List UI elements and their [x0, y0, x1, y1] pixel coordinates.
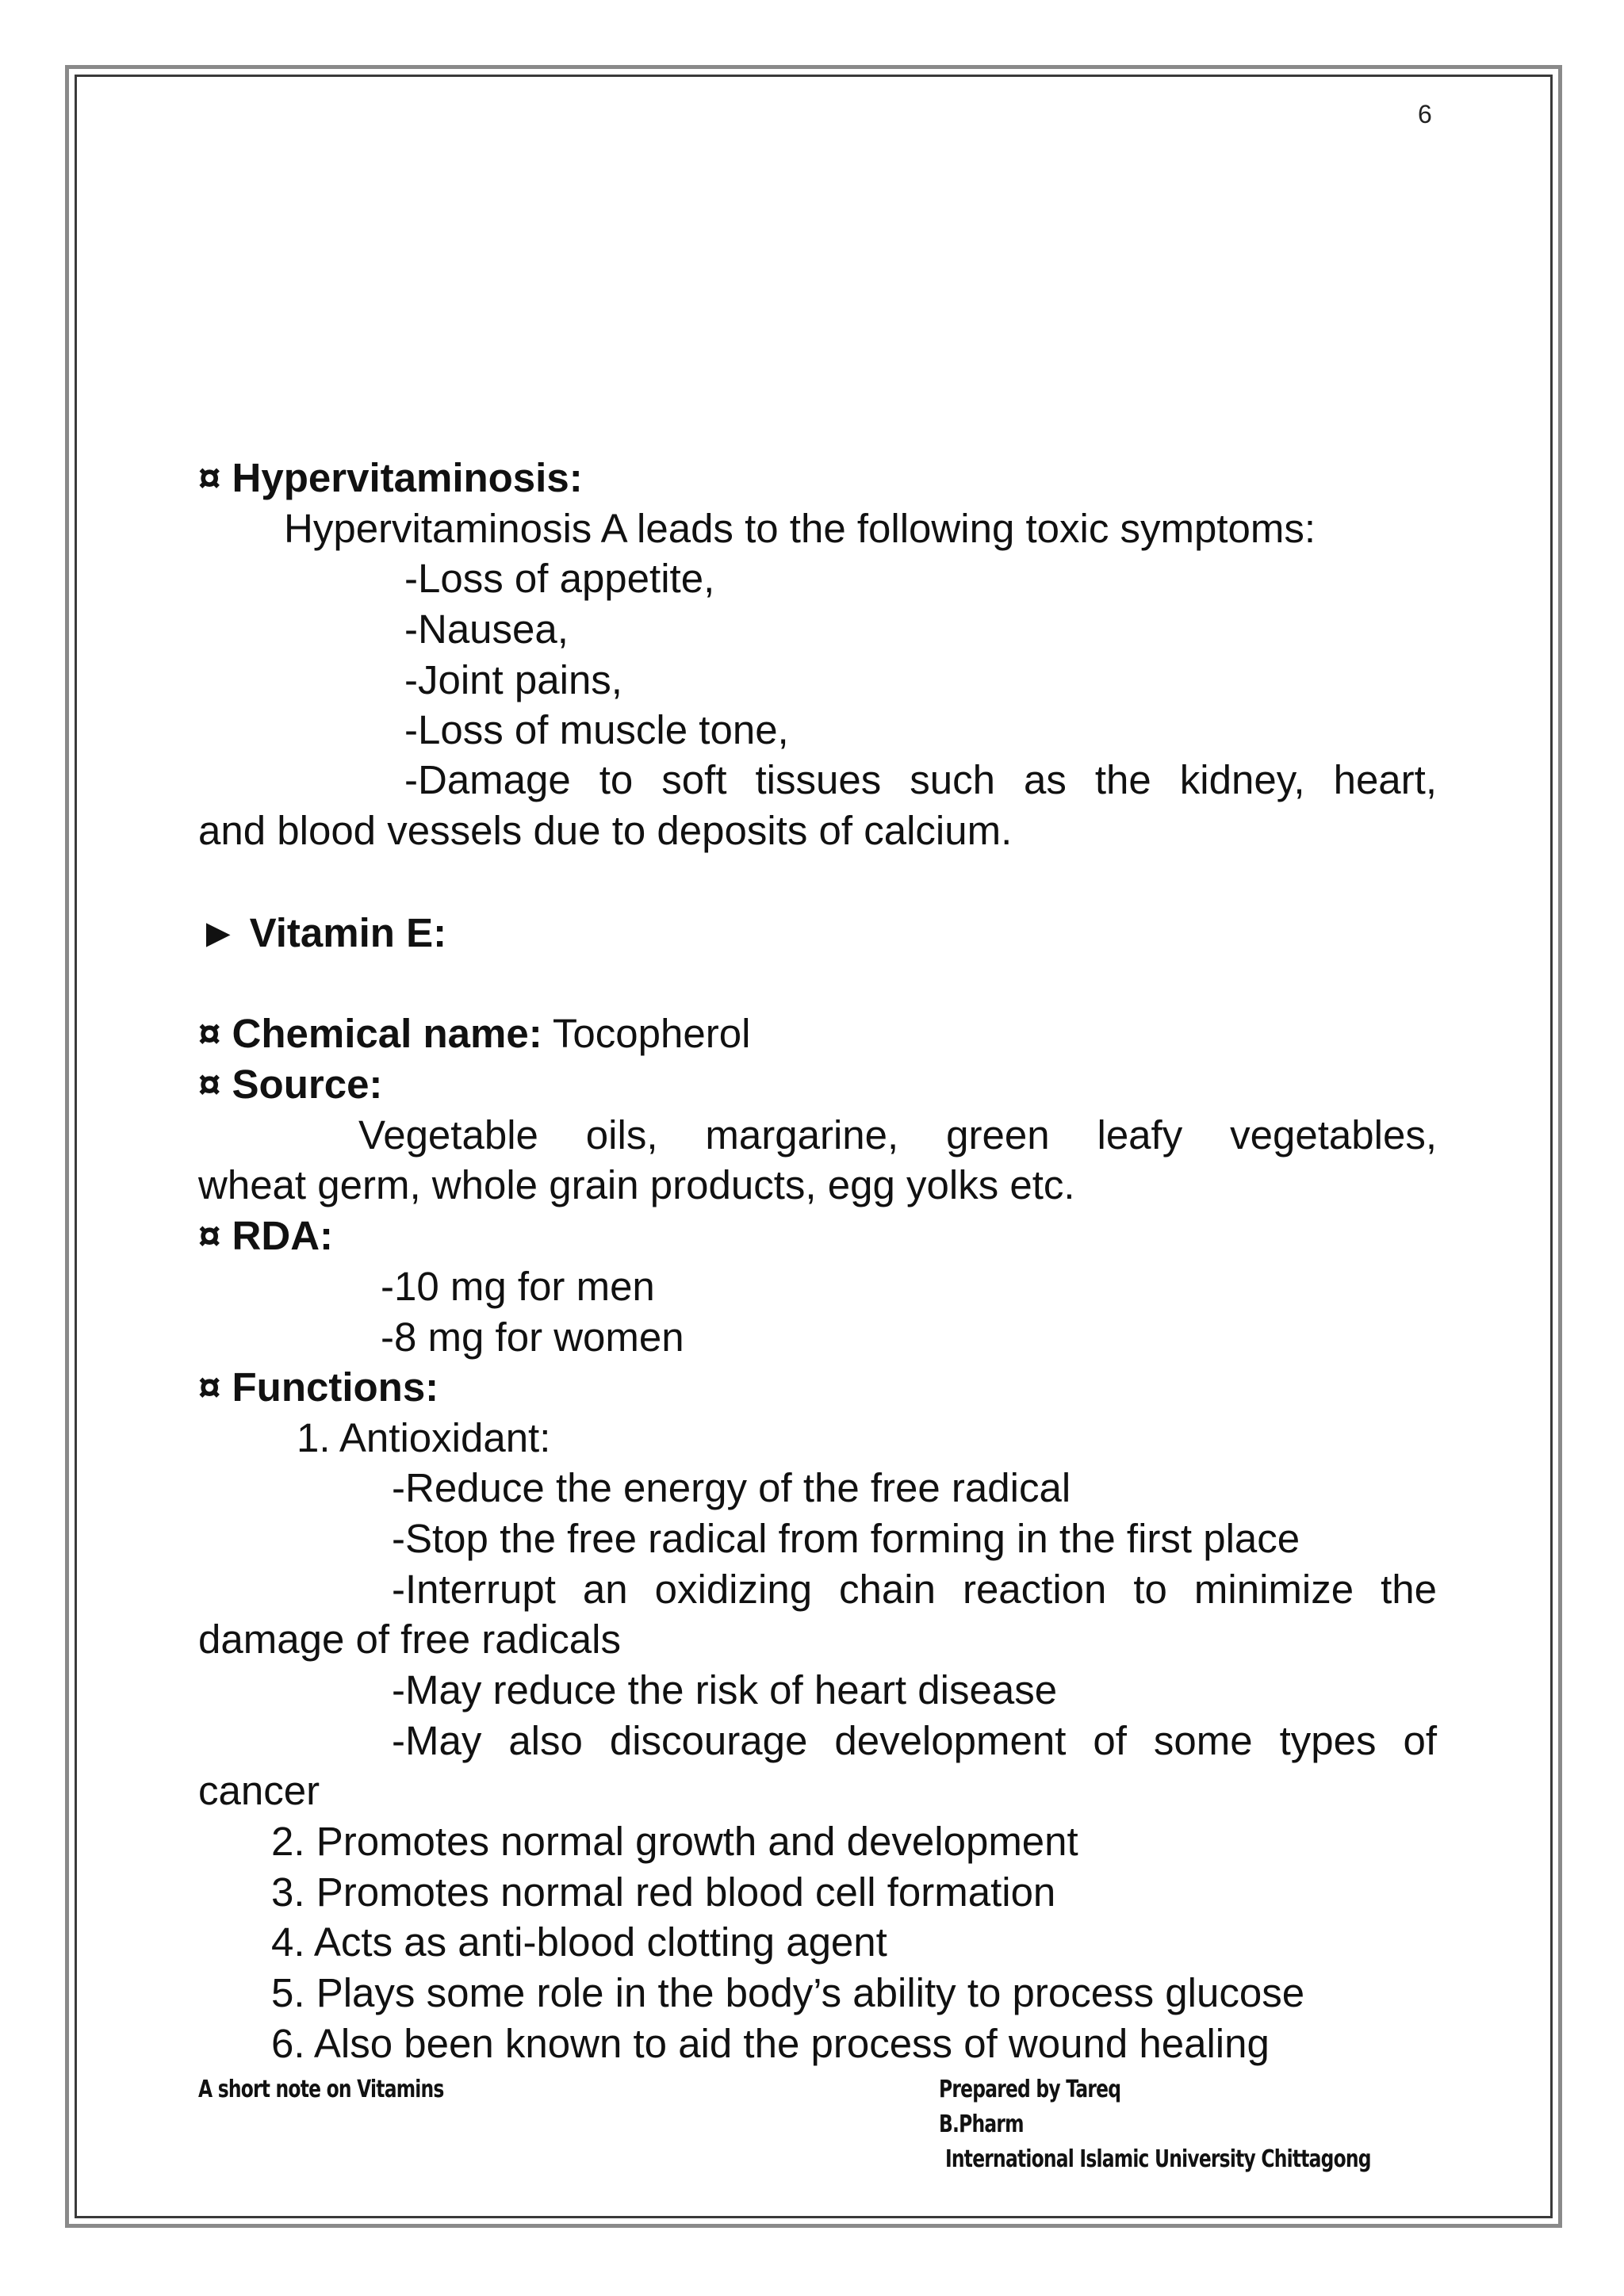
footer-author: Prepared by Tareq: [939, 2076, 1121, 2103]
symptom-item: -Loss of appetite,: [404, 556, 715, 601]
symptom-item: -Loss of muscle tone,: [404, 707, 789, 752]
chemical-name-label: ¤ Chemical name:: [198, 1011, 542, 1056]
rda-item: -8 mg for women: [381, 1314, 684, 1360]
function-item: 3. Promotes normal red blood cell formation: [271, 1869, 1056, 1915]
antioxidant-item: -May also discourage development of some types of: [392, 1718, 1437, 1763]
hypervitaminosis-heading: ¤ Hypervitaminosis:: [198, 455, 583, 500]
symptom-item-damage-continued: and blood vessels due to deposits of calcium.: [198, 808, 1013, 853]
hypervitaminosis-intro: Hypervitaminosis A leads to the following toxic symptoms:: [284, 506, 1316, 551]
footer-title: A short note on Vitamins: [198, 2076, 444, 2103]
function-item: 6. Also been known to aid the process of wound healing: [271, 2021, 1270, 2066]
rda-item: -10 mg for men: [381, 1264, 655, 1309]
chemical-name-value: Tocopherol: [542, 1011, 751, 1056]
chemical-name-line: [198, 1008, 750, 1059]
antioxidant-item-continued: cancer: [198, 1768, 320, 1813]
footer-degree: B.Pharm: [939, 2110, 1024, 2138]
symptom-item: -Nausea,: [404, 607, 569, 652]
source-text: Vegetable oils, margarine, green leafy vegetables,: [358, 1112, 1437, 1158]
antioxidant-item: -Stop the free radical from forming in the first place: [392, 1516, 1300, 1561]
antioxidant-item: -Interrupt an oxidizing chain reaction to minimize the: [392, 1567, 1437, 1612]
page-number: 6: [1418, 100, 1432, 128]
source-heading: ¤ Source:: [198, 1062, 383, 1107]
antioxidant-item: -Reduce the energy of the free radical: [392, 1465, 1071, 1510]
functions-heading: ¤ Functions:: [198, 1364, 439, 1410]
symptom-item-damage: -Damage to soft tissues such as the kidney, heart,: [404, 757, 1437, 802]
function-item: 4. Acts as anti-blood clotting agent: [271, 1919, 887, 1965]
vitamin-e-heading: ► Vitamin E:: [198, 910, 447, 955]
antioxidant-item-continued: damage of free radicals: [198, 1617, 621, 1662]
symptom-item: -Joint pains,: [404, 657, 622, 702]
function-item: 5. Plays some role in the body’s ability to process glucose: [271, 1970, 1305, 2015]
function-item: 2. Promotes normal growth and development: [271, 1819, 1078, 1864]
antioxidant-title: 1. Antioxidant:: [297, 1415, 551, 1460]
antioxidant-item: -May reduce the risk of heart disease: [392, 1667, 1058, 1712]
source-text-continued: wheat germ, whole grain products, egg yolks etc.: [198, 1162, 1075, 1207]
footer-university: International Islamic University Chittagong: [945, 2145, 1371, 2173]
rda-heading: ¤ RDA:: [198, 1213, 334, 1258]
